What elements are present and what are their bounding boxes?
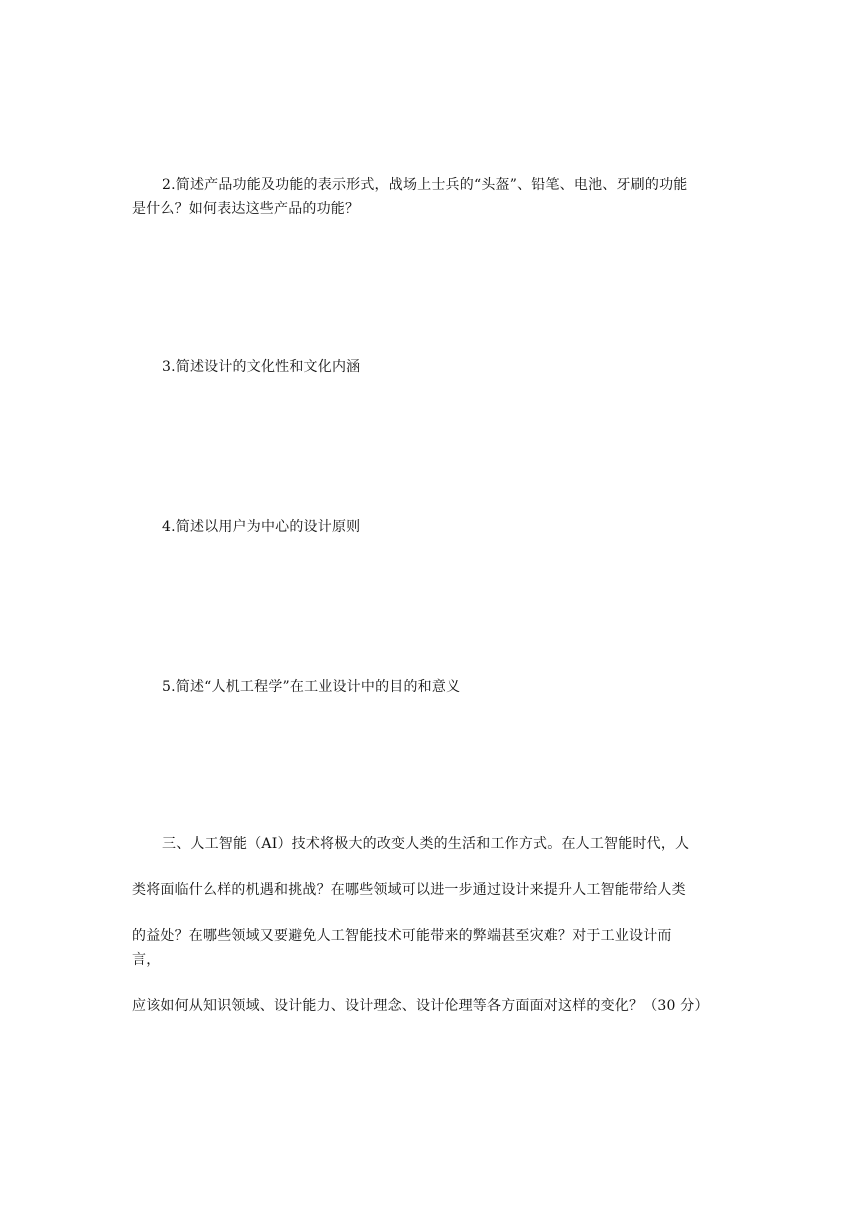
section-three-line-5: 应该如何从知识领域、设计能力、设计理念、设计伦理等各方面面对这样的变化？（30 分） (132, 998, 709, 1014)
section-three-line-4: 言， (132, 952, 161, 968)
question-2-line-2: 是什么？如何表达这些产品的功能？ (132, 201, 360, 217)
question-4-line-1: 4.简述以用户为中心的设计原则 (162, 519, 361, 535)
question-3-line-1: 3.简述设计的文化性和文化内涵 (162, 359, 361, 375)
section-three-line-3: 的益处？在哪些领域又要避免人工智能技术可能带来的弊端甚至灾难？对于工业设计而 (132, 928, 672, 944)
section-three-line-1: 三、人工智能（AI）技术将极大的改变人类的生活和工作方式。在人工智能时代，人 (162, 836, 690, 852)
section-three-line-2: 类将面临什么样的机遇和挑战？在哪些领域可以进一步通过设计来提升人工智能带给人类 (132, 882, 686, 898)
question-5-line-1: 5.简述“人机工程学”在工业设计中的目的和意义 (162, 679, 461, 695)
question-2-line-1: 2.简述产品功能及功能的表示形式，战场上士兵的“头盔”、铅笔、电池、牙刷的功能 (162, 177, 688, 193)
